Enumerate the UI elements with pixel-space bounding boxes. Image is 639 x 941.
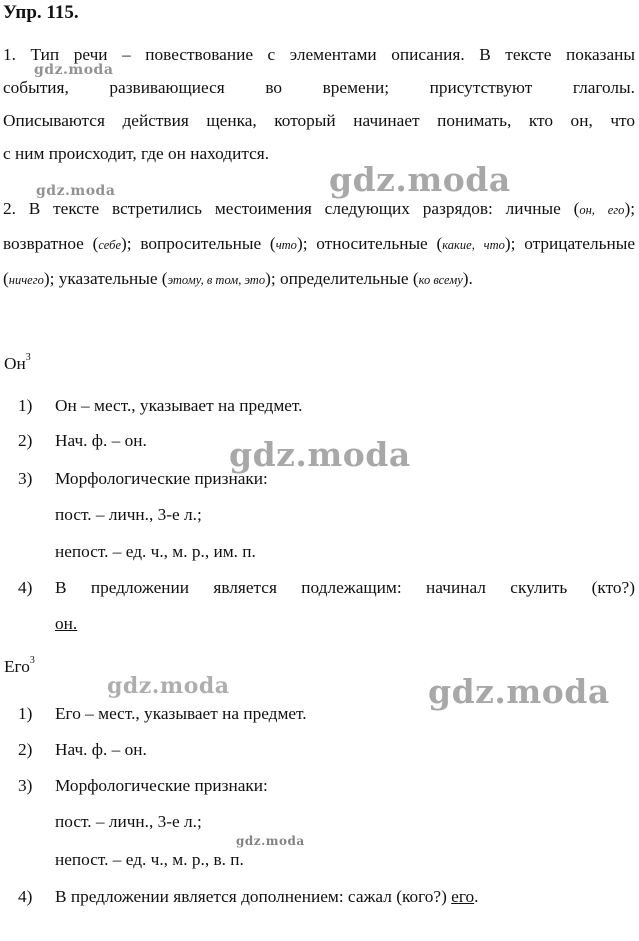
ego-item-3-num: 3) [18, 776, 33, 795]
p2-example-ukaz: этому, в том, это [167, 273, 266, 287]
watermark: gdz.moda [36, 183, 116, 199]
on-item-3-text: Морфологические признаки: [55, 469, 268, 488]
watermark: gdz.moda [34, 62, 114, 78]
ego-item-2-text: Нач. ф. – он. [55, 740, 147, 759]
on-item-1-num: 1) [18, 396, 33, 415]
section-title-on [4, 354, 31, 374]
ego-item-1-num: 1) [18, 704, 33, 723]
p2-example-nichego: ничего [8, 273, 44, 287]
on-item-3-nonconst: непост. – ед. ч., м. р., им. п. [55, 542, 256, 561]
p1-line-4: с ним происходит, где он находится. [3, 144, 270, 163]
ego-item-2-num: 2) [18, 740, 33, 759]
paragraph-2 [3, 192, 635, 297]
p2-text-f: ); указательные ( [43, 269, 168, 288]
p1-line-1: 1. Тип речи – повествование с элементами описания. В тексте показаны [3, 45, 635, 64]
watermark: gdz.moda [107, 673, 230, 699]
p2-text-e: ); отрицательные ( [3, 234, 635, 288]
p2-text-a: 2. В тексте встретились местоимения следующих разрядов: личные ( [3, 199, 580, 218]
section-ego-sup: 3 [29, 655, 35, 667]
ego-item-3-nonconst: непост. – ед. ч., м. р., в. п. [55, 850, 244, 869]
p2-example-chto-2: что [483, 238, 505, 252]
ego-item-4-lead: В предложении является дополнением: сажал (кого?) [55, 887, 452, 906]
on-item-1-text: Он – мест., указывает на предмет. [55, 396, 303, 415]
on-item-4-num: 4) [18, 578, 33, 597]
watermark: gdz.moda [329, 160, 511, 199]
p1-line-2: события, развивающиеся во времени; присутствуют глаголы. [3, 78, 635, 97]
p1-line-3: Описываются действия щенка, который начинает понимать, кто он, что [3, 111, 635, 130]
watermark: gdz.moda [428, 672, 610, 711]
section-title-ego [4, 657, 35, 677]
p2-text-d: ); относительные ( [296, 234, 443, 253]
on-item-4-answer: он. [55, 614, 78, 633]
on-item-2-num: 2) [18, 431, 33, 450]
watermark: gdz.moda [229, 435, 411, 474]
p2-text-i: ). [462, 269, 473, 288]
section-ego-label: Его [4, 657, 30, 676]
paragraph-1 [3, 38, 635, 170]
on-item-3-num: 3) [18, 469, 33, 488]
p2-text-b: ); возвратное ( [3, 199, 635, 253]
ego-item-4-end: . [474, 887, 479, 906]
on-item-4-text: В предложении является подлежащим: начинал скулить (кто?) [55, 578, 635, 597]
p2-example-ko-vsemu: ко всему [418, 273, 463, 287]
on-item-2-text: Нач. ф. – он. [55, 431, 147, 450]
p2-example-on: он, [579, 203, 595, 217]
exercise-title: Упр. 115. [3, 2, 79, 23]
p2-example-sebe: себе [98, 238, 121, 252]
section-on-label: Он [4, 354, 26, 373]
p2-text-h: определительные ( [279, 269, 419, 288]
ego-item-4-answer: его [451, 887, 475, 906]
ego-item-4-text [55, 887, 478, 907]
ego-item-1-text: Его – мест., указывает на предмет. [55, 704, 307, 723]
section-on-sup: 3 [25, 352, 31, 364]
ego-item-3-text: Морфологические признаки: [55, 776, 268, 795]
p2-text-g: ); [265, 269, 276, 288]
p2-example-kakie: какие, [442, 238, 475, 252]
p2-example-ego: его [607, 203, 625, 217]
ego-item-3-const: пост. – личн., 3-е л.; [55, 812, 202, 831]
on-item-3-const: пост. – личн., 3-е л.; [55, 505, 202, 524]
p2-text-c: ); вопросительные ( [121, 234, 276, 253]
watermark: gdz.moda [236, 834, 305, 848]
p2-example-chto: что [275, 238, 297, 252]
ego-item-4-num: 4) [18, 887, 33, 906]
